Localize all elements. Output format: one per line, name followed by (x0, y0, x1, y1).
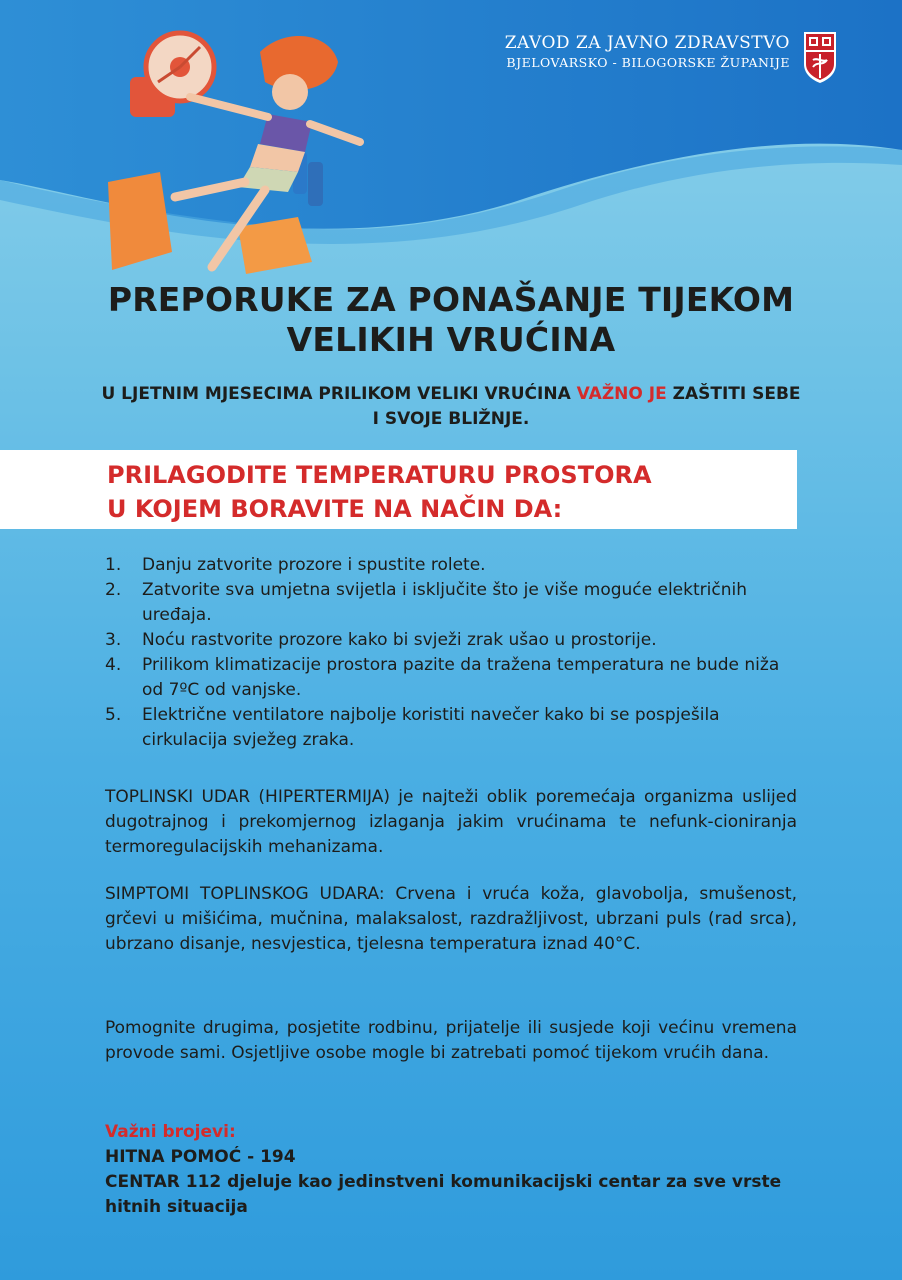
list-number: 4. (105, 655, 122, 675)
intro-highlight: VAŽNO JE (576, 384, 667, 404)
heat-illustration (100, 22, 370, 282)
important-numbers (105, 1120, 797, 1220)
banner-line-1: PRILAGODITE TEMPERATURU PROSTORA (107, 461, 652, 489)
list-number: 1. (105, 555, 122, 575)
title-line-1: PREPORUKE ZA PONAŠANJE TIJEKOM (107, 280, 795, 319)
organization-name (505, 32, 790, 72)
list-text: Danju zatvorite prozore i spustite rolete. (142, 555, 486, 575)
list-item (105, 553, 797, 578)
intro-after: ZAŠTITI SEBE I SVOJE BLIŽNJE. (372, 384, 801, 429)
title-line-2: VELIKIH VRUĆINA (286, 320, 616, 359)
list-text: Prilikom klimatizacije prostora pazite da tražena temperatura ne bude niža od 7ºC od vanjske. (142, 655, 780, 700)
list-number: 3. (105, 630, 122, 650)
list-number: 2. (105, 580, 122, 600)
list-item (105, 653, 797, 703)
recommendation-list (105, 553, 797, 753)
intro-before: U LJETNIM MJESECIMA PRILIKOM VELIKI VRUĆINA (101, 384, 577, 404)
list-item (105, 578, 797, 628)
numbers-heading: Važni brojevi: (105, 1122, 236, 1142)
list-number: 5. (105, 705, 122, 725)
emergency-number: HITNA POMOĆ - 194 (105, 1147, 296, 1167)
coat-of-arms-icon (802, 30, 838, 84)
org-line-2: BJELOVARSKO - BILOGORSKE ŽUPANIJE (506, 54, 790, 70)
symptoms-paragraph: SIMPTOMI TOPLINSKOG UDARA: Crvena i vruća koža, glavobolja, smušenost, grčevi u mišićima, mučnina, malaksalost, razdražljivost, ubrzani puls (rad srca), ubrzano disanje, nesvjestica, tjelesna temperatura iznad 40°C. (105, 884, 797, 954)
heatstroke-paragraph: TOPLINSKI UDAR (HIPERTERMIJA) je najteži oblik poremećaja organizma uslijed dugotrajnog i prekomjernog izlaganja jakim vrućinama te nefunk-cioniranja termoregulacijskih mehanizama. (105, 787, 797, 857)
list-text: Noću rastvorite prozore kako bi svježi zrak ušao u prostorije. (142, 630, 657, 650)
center-112-text: CENTAR 112 djeluje kao jedinstveni komunikacijski centar za sve vrste hitnih situacija (105, 1172, 782, 1217)
help-others-paragraph: Pomognite drugima, posjetite rodbinu, prijatelje ili susjede koji većinu vremena provode sami. Osjetljive osobe mogle bi zatrebati pomoć tijekom vrućih dana. (105, 1018, 797, 1063)
banner-line-2: U KOJEM BORAVITE NA NAČIN DA: (107, 495, 563, 523)
list-item (105, 703, 797, 753)
list-text: Zatvorite sva umjetna svijetla i isključite što je više moguće električnih uređaja. (142, 580, 747, 625)
org-line-1: ZAVOD ZA JAVNO ZDRAVSTVO (504, 33, 790, 53)
list-item (105, 628, 797, 653)
intro-text (100, 382, 802, 432)
page-title (0, 280, 902, 360)
section-banner (0, 450, 797, 529)
list-text: Električne ventilatore najbolje koristiti navečer kako bi se pospješila cirkulacija svježeg zraka. (142, 705, 720, 750)
